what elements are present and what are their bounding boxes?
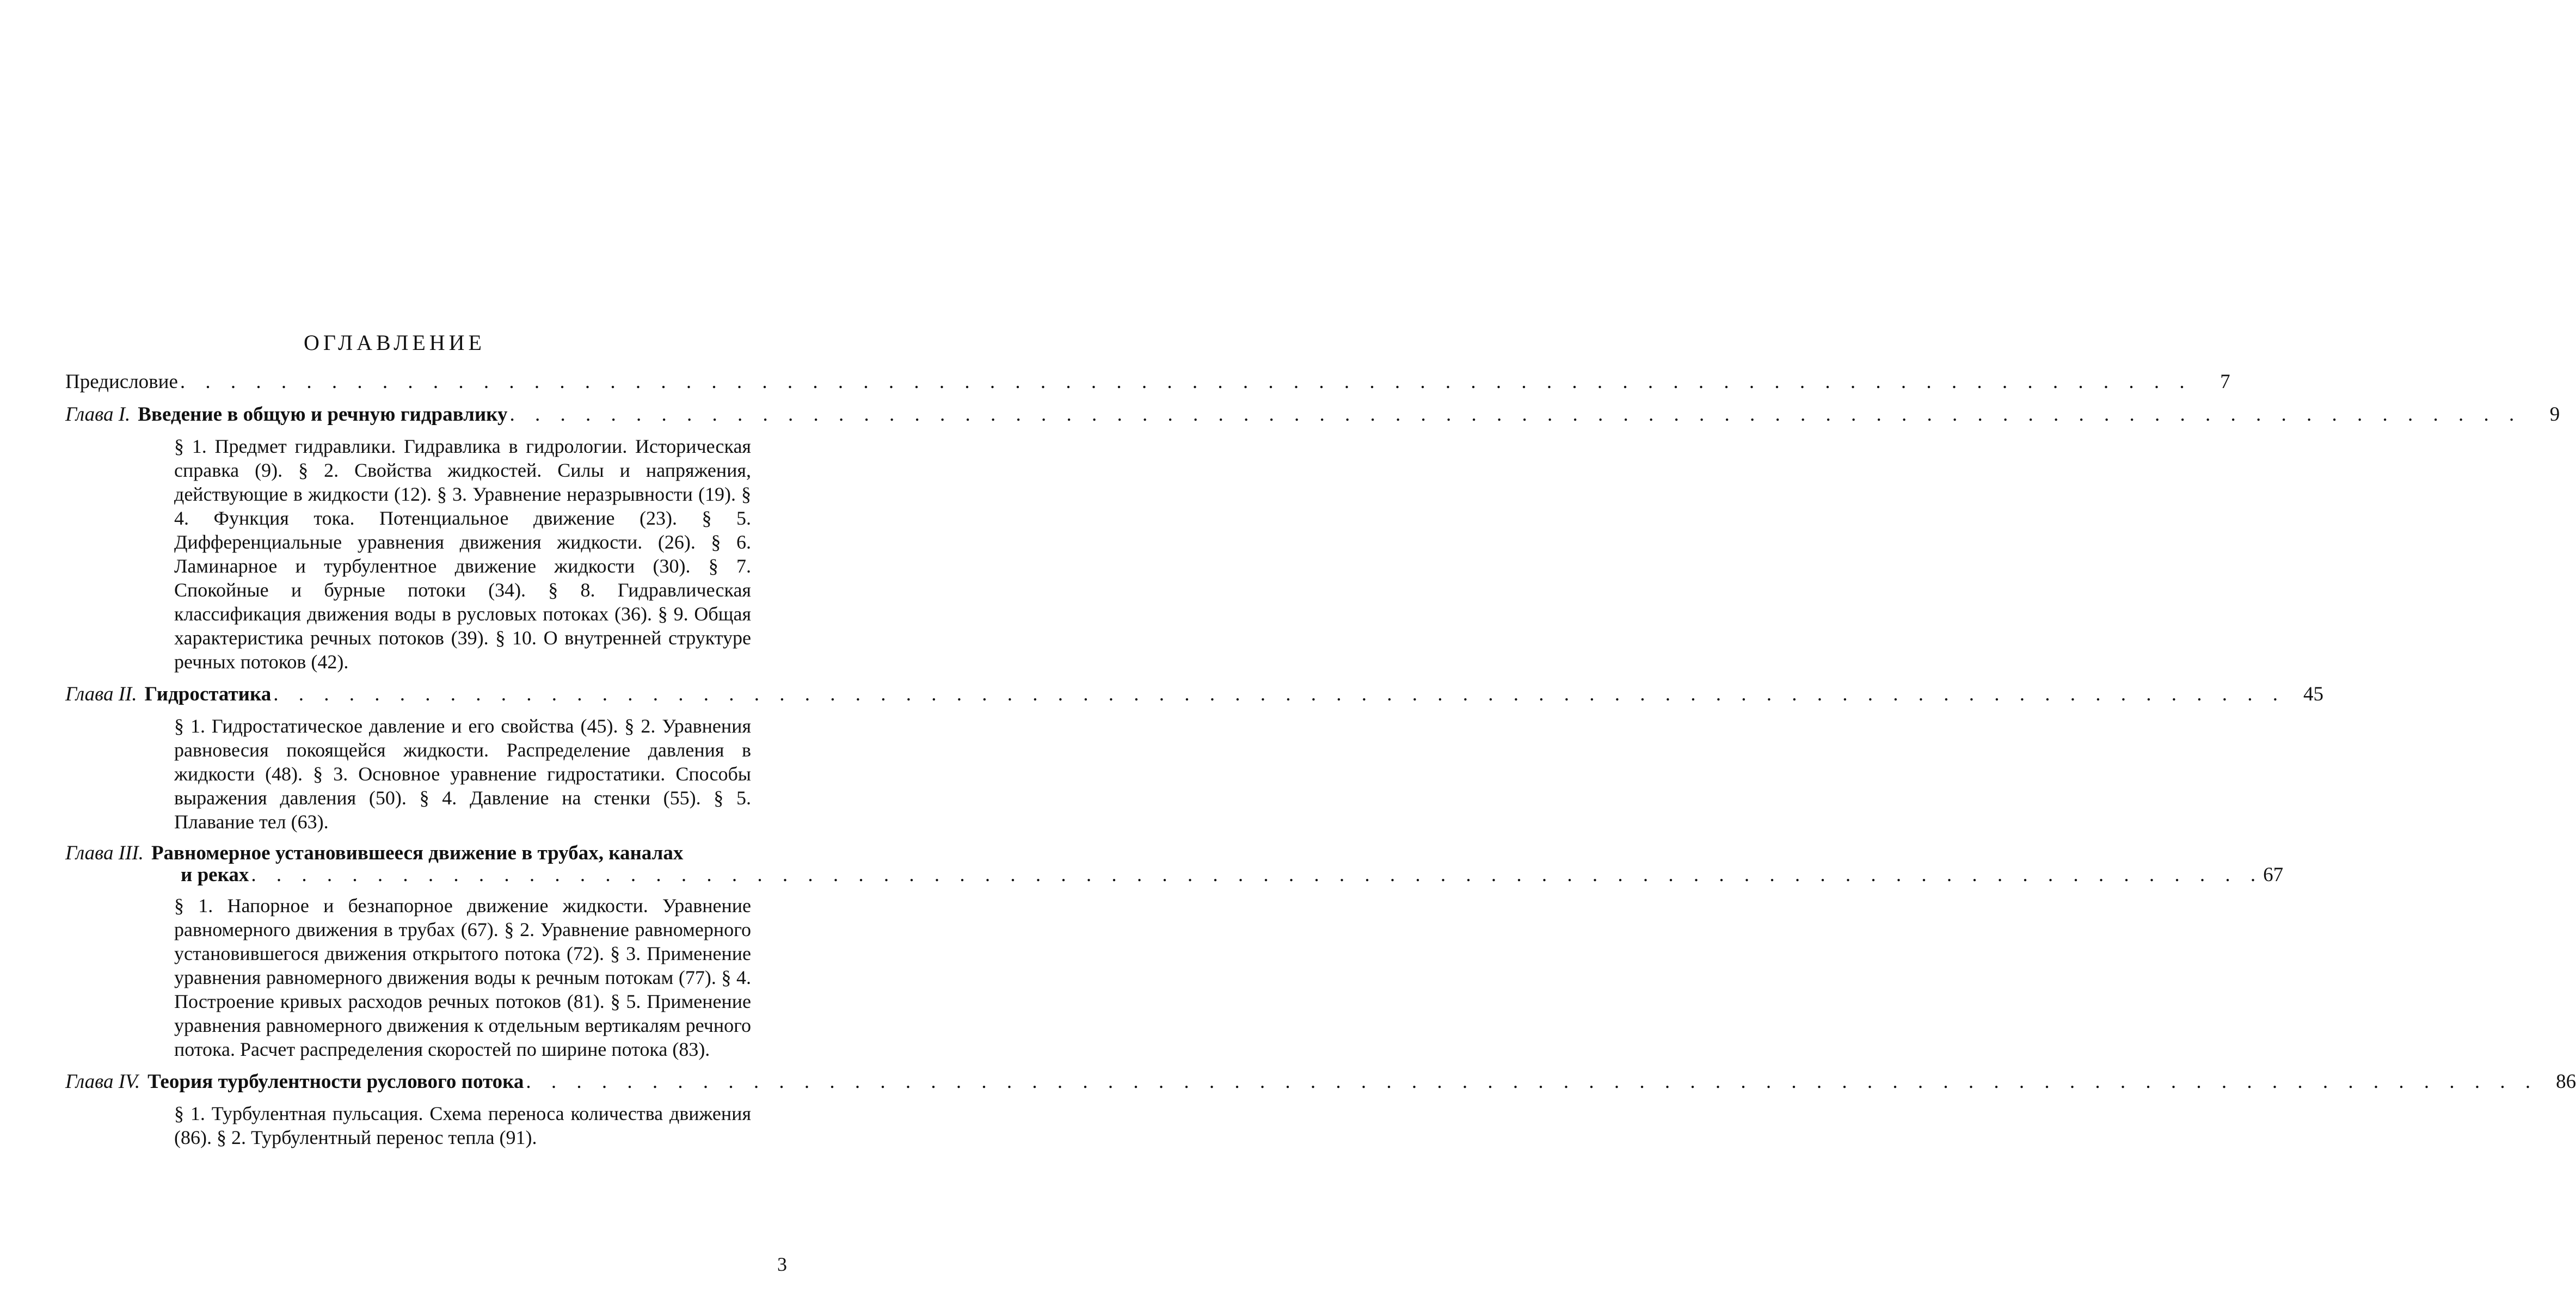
- toc-entry-preface[interactable]: [65, 370, 2230, 394]
- chapter-number: Глава IV.: [65, 1071, 140, 1093]
- page-number: 7: [2220, 371, 2230, 393]
- dot-leader: . . . . . . . . . . . . . . . . . . . . . . . . . . . . . . . . . . . . . . . . . . . . . . . . . . . . . . . . . . . . . . . . . . . . . . . . . . . . . . . .: [273, 683, 2285, 705]
- page-number: 86: [2556, 1071, 2576, 1093]
- page-number: 45: [2303, 683, 2323, 705]
- toc-entry-label: Предисловие: [65, 371, 178, 393]
- chapter-contents: § 1. Гидростатическое давление и его свойства (45). § 2. Уравнения равновесия покоящейся жидкости. Распределение давления в жидкости (48). § 3. Основное уравнение гидростатики. Способы выражения давления (50). § 4. Давление на стенки (55). § 5. Плавание тел (63).: [174, 715, 751, 833]
- chapter-title: Равномерное установившееся движение в трубах, каналах: [151, 842, 684, 864]
- dot-leader: . . . . . . . . . . . . . . . . . . . . . . . . . . . . . . . . . . . . . . . . . . . . . . . . . . . . . . . . . . . . . . . . . . . . . . . . . . . . . . . .: [509, 403, 2522, 426]
- table-of-contents: [65, 370, 2576, 1149]
- chapter-contents: § 1. Напорное и безнапорное движение жидкости. Уравнение равномерного движения в трубах (67). § 2. Уравнение равномерного установившегося движения открытого потока (72). § 3. Применение уравнения равномерного движения воды к речным потокам (77). § 4. Построение кривых расходов речных потоков (81). § 5. Применение уравнения равномерного движения к отдельным вертикалям речного потока. Расчет распределения скоростей по ширине потока (83).: [174, 895, 751, 1060]
- chapter-title: Теория турбулентности руслового потока: [147, 1071, 524, 1093]
- page-title: ОГЛАВЛЕНИЕ: [304, 330, 485, 355]
- dot-leader: . . . . . . . . . . . . . . . . . . . . . . . . . . . . . . . . . . . . . . . . . . . . . . . . . . . . . . . . . . . . . . . . . . . . . . . . . . . . . . . .: [251, 864, 2264, 886]
- chapter-number: Глава III.: [65, 842, 144, 864]
- chapter-contents: § 1. Турбулентная пульсация. Схема переноса количества движения (86). § 2. Турбулентный перенос тепла (91).: [174, 1103, 751, 1148]
- page-number: 67: [2263, 864, 2284, 886]
- toc-entry-chapter-1[interactable]: [65, 403, 2560, 427]
- chapter-number: Глава I.: [65, 403, 131, 426]
- folio-page-number: 3: [777, 1253, 787, 1275]
- dot-leader: . . . . . . . . . . . . . . . . . . . . . . . . . . . . . . . . . . . . . . . . . . . . . . . . . . . . . . . . . . . . . . . . . . . . . . . . . . . . . . . .: [180, 371, 2192, 393]
- toc-entry-chapter-3[interactable]: [65, 842, 2284, 886]
- chapter-title: Введение в общую и речную гидравлику: [138, 403, 508, 426]
- page-number: 9: [2549, 403, 2560, 426]
- chapter-contents: § 1. Предмет гидравлики. Гидравлика в гидрологии. Историческая справка (9). § 2. Свойства жидкостей. Силы и напряжения, действующие в жидкости (12). § 3. Уравнение неразрывности (19). § 4. Функция тока. Потенциальное движение (23). § 5. Дифференциальные уравнения движения жидкости. (26). § 6. Ламинарное и турбулентное движение жидкости (30). § 7. Спокойные и бурные потоки (34). § 8. Гидравлическая классификация движения воды в русловых потоках (36). § 9. Общая характеристика речных потоков (39). § 10. О внутренней структуре речных потоков (42).: [174, 435, 751, 673]
- chapter-title-continued: и реках: [181, 864, 249, 886]
- dot-leader: . . . . . . . . . . . . . . . . . . . . . . . . . . . . . . . . . . . . . . . . . . . . . . . . . . . . . . . . . . . . . . . . . . . . . . . . . . . . . . . .: [526, 1071, 2538, 1093]
- toc-entry-chapter-2[interactable]: [65, 682, 2323, 706]
- chapter-number: Глава II.: [65, 683, 137, 705]
- chapter-title: Гидростатика: [144, 683, 272, 705]
- toc-entry-chapter-4[interactable]: [65, 1070, 2576, 1094]
